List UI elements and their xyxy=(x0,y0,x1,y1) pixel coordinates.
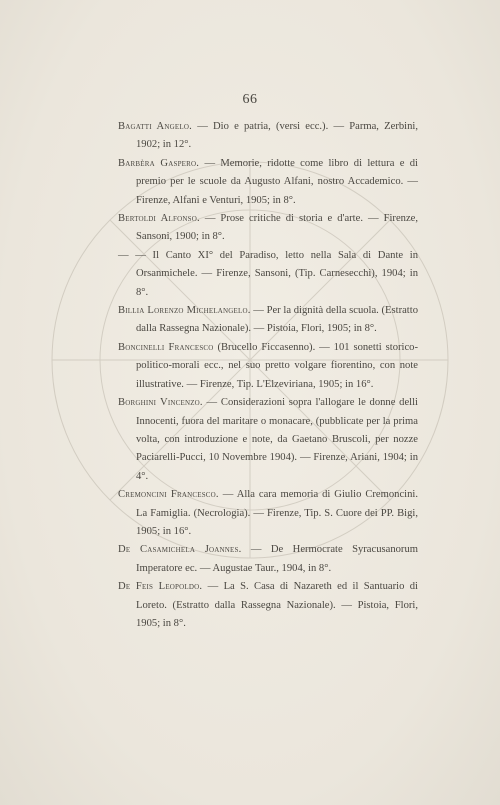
entry-author: Borghini Vincenzo. xyxy=(118,397,203,409)
entry-text: (Brucello Ficcasenno). — 101 sonetti storico-politico-morali ecc., nel suo pretto volgare fiorentino, con note illustrative. — Firenze, Tip. L'Elzeviriana, 1905; in 16°. xyxy=(136,341,418,390)
entry-author: — — xyxy=(118,249,146,261)
entry-author: De Feis Leopoldo. xyxy=(118,581,203,593)
entry-text: — De Hermocrate Syracusanorum Imperatore ec. — Augustae Taur., 1904, in 8°. xyxy=(136,544,418,574)
bibliography-entry xyxy=(118,578,418,633)
bibliography-entry xyxy=(118,339,418,394)
entry-author: Barbèra Gaspero. xyxy=(118,157,200,169)
bibliography-list xyxy=(118,118,418,633)
entry-text: — Dio e patria, (versi ecc.). — Parma, Zerbini, 1902; in 12°. xyxy=(136,121,418,151)
entry-author: Billia Lorenzo Michelangelo. xyxy=(118,305,251,317)
entry-author: Boncinelli Francesco xyxy=(118,341,214,353)
bibliography-entry xyxy=(118,118,418,155)
entry-author: Bagatti Angelo. xyxy=(118,121,192,132)
entry-author: De Casamichela Joannes. xyxy=(118,544,242,556)
entry-text: — Prose critiche di storia e d'arte. — Firenze, Sansoni, 1900; in 8°. xyxy=(136,213,418,243)
bibliography-entry xyxy=(118,486,418,541)
bibliography-entry xyxy=(118,394,418,486)
bibliography-entry xyxy=(118,247,418,302)
entry-text: — Considerazioni sopra l'allogare le donne delli Innocenti, fuora del maritare o monacare, (pubblicate per la prima volta, con introduzione e note, da Gaetano Bruscoli, per nozze Paciarelli-Pucci, 10 Novembre 1904). — Firenze, Ariani, 1904; in 4°. xyxy=(136,397,418,482)
entry-text: Il Canto XI° del Paradiso, letto nella Sala di Dante in Orsanmichele. — Firenze, Sansoni, (Tip. Carnesecchi), 1904; in 8°. xyxy=(136,249,419,298)
entry-author: Bertoldi Alfonso. xyxy=(118,213,200,225)
entry-text: — Memorie, ridotte come libro di lettura e di premio per le scuole da Augusto Alfani, nostro Accademico. — Firenze, Alfani e Venturi, 1905; in 8°. xyxy=(136,157,418,206)
entry-text: — Per la dignità della scuola. (Estratto dalla Rassegna Nazionale). — Pistoia, Flori, 1905; in 8°. xyxy=(136,305,418,335)
bibliography-entry xyxy=(118,541,418,578)
bibliography-entry xyxy=(118,155,418,210)
entry-author: Cremoncini Francesco. xyxy=(118,489,219,501)
page-number: 66 xyxy=(242,92,258,107)
bibliography-entry xyxy=(118,210,418,247)
entry-text: — Alla cara memoria di Giulio Cremoncini. La Famiglia. (Necrologia). — Firenze, Tip. S. Cuore dei PP. Bigi, 1905; in 16°. xyxy=(136,489,418,537)
entry-text: — La S. Casa di Nazareth ed il Santuario di Loreto. (Estratto dalla Rassegna Nazionale). — Pistoia, Flori, 1905; in 8°. xyxy=(136,581,419,629)
bibliography-entry xyxy=(118,302,418,339)
